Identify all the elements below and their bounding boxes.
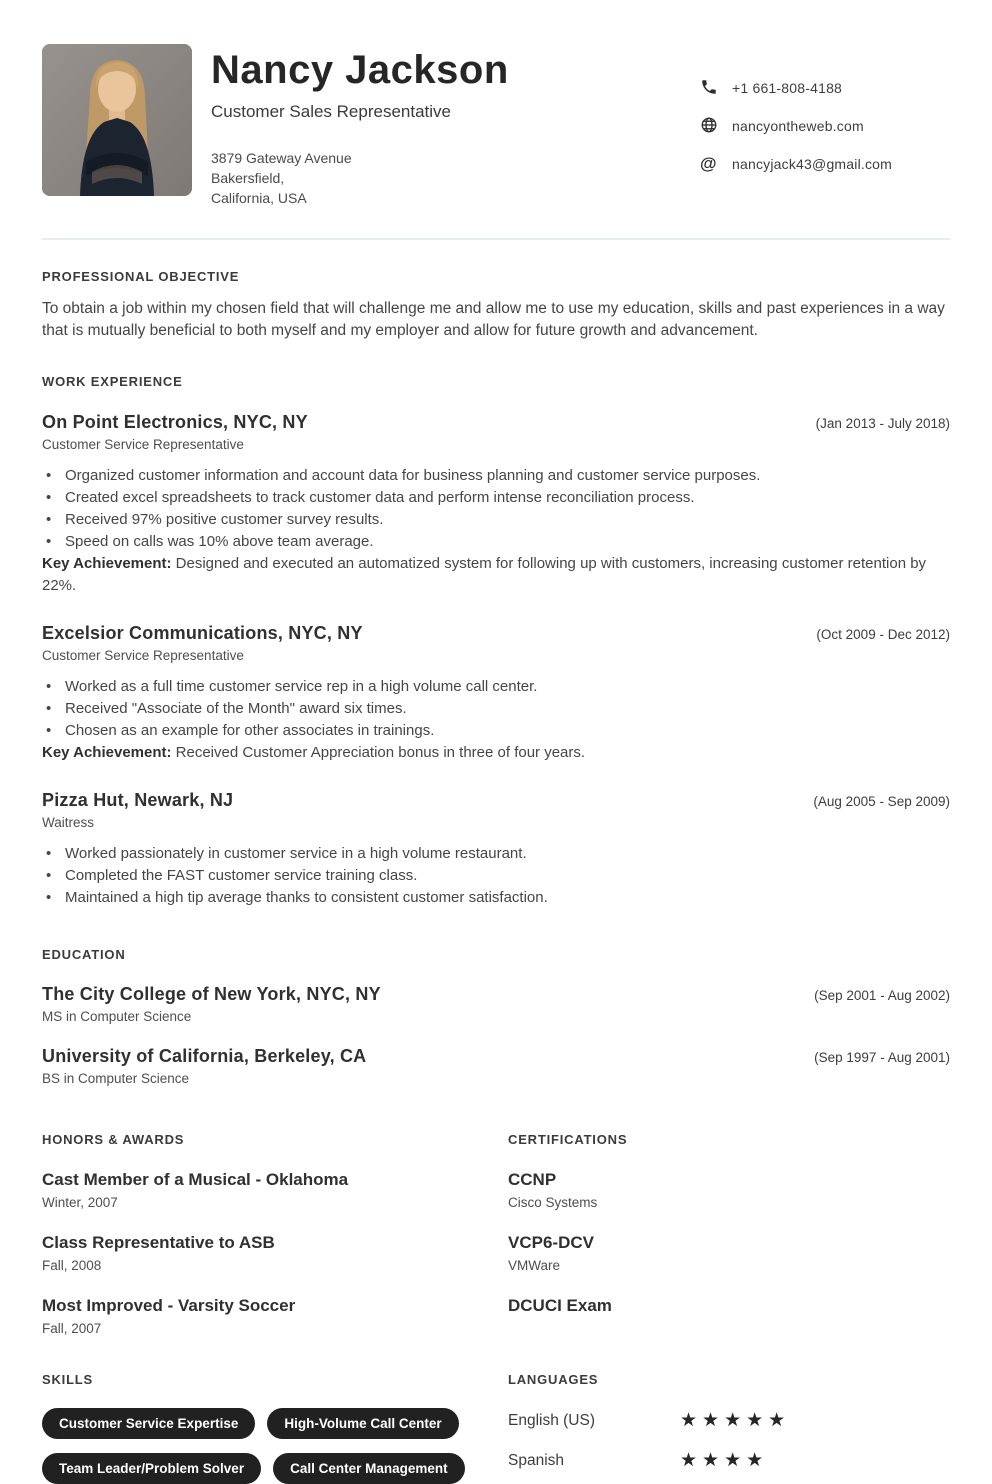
job-bullet: • Chosen as an example for other associates in trainings. [42, 720, 950, 742]
education-dates: (Sep 2001 - Aug 2002) [814, 988, 950, 1003]
skill-pills [42, 1408, 482, 1484]
address-line: California, USA [211, 190, 307, 206]
job-entry [42, 623, 950, 764]
job-header [42, 623, 950, 644]
globe-icon [700, 116, 720, 136]
objective-text: To obtain a job within my chosen field that will challenge me and allow me to use my education, skills and past experiences in a way that is mutually beneficial to both myself and my employer and allow for future growth and advancement. [42, 300, 945, 339]
job-role: Waitress [42, 815, 95, 830]
address-line: Bakersfield, [211, 170, 285, 186]
certification-entry [508, 1233, 950, 1273]
education-entry [42, 984, 950, 1024]
job-dates: (Jan 2013 - July 2018) [815, 416, 950, 431]
language-rating-stars: ★★★★ [680, 1450, 769, 1471]
job-entry [42, 412, 950, 597]
key-achievement-label: Key Achievement: [42, 555, 172, 572]
job-company: On Point Electronics, NYC, NY [42, 412, 308, 432]
section-heading-languages: LANGUAGES [508, 1372, 599, 1387]
certifications-column [508, 1132, 950, 1336]
honor-title: Most Improved - Varsity Soccer [42, 1296, 296, 1315]
job-role: Customer Service Representative [42, 437, 244, 452]
section-heading-certifications: CERTIFICATIONS [508, 1132, 628, 1147]
profile-photo-illustration [42, 44, 192, 196]
header-identity [192, 44, 700, 208]
at-icon: @ [700, 154, 717, 173]
job-bullet: • Organized customer information and account data for business planning and customer service purposes. [42, 465, 950, 487]
job-bullet: • Worked as a full time customer service rep in a high volume call center. [42, 676, 950, 698]
phone-number: +1 661-808-4188 [732, 80, 843, 96]
contact-block [700, 44, 950, 192]
certification-entry [508, 1296, 950, 1316]
job-dates: (Aug 2005 - Sep 2009) [813, 794, 950, 809]
honor-date: Winter, 2007 [42, 1195, 118, 1210]
job-entry [42, 790, 950, 909]
certification-issuer: Cisco Systems [508, 1195, 598, 1210]
job-bullet: • Received 97% positive customer survey results. [42, 509, 950, 531]
education-header [42, 1046, 950, 1067]
school-name: The City College of New York, NYC, NY [42, 984, 381, 1004]
section-heading-skills: SKILLS [42, 1372, 94, 1387]
header-divider [42, 238, 950, 240]
person-name: Nancy Jackson [211, 48, 509, 92]
job-header [42, 790, 950, 811]
job-bullet: • Speed on calls was 10% above team average. [42, 531, 950, 553]
job-key-achievement [42, 742, 950, 764]
language-name: English (US) [508, 1411, 595, 1429]
job-bullet: • Created excel spreadsheets to track customer data and perform intense reconciliation process. [42, 487, 950, 509]
honor-entry [42, 1233, 508, 1273]
certification-title: DCUCI Exam [508, 1296, 612, 1315]
degree: MS in Computer Science [42, 1009, 192, 1024]
job-bullet: • Received "Associate of the Month" award six times. [42, 698, 950, 720]
address-block [211, 148, 700, 208]
education-header [42, 984, 950, 1005]
section-heading-honors: HONORS & AWARDS [42, 1132, 185, 1147]
job-bullet: • Completed the FAST customer service training class. [42, 865, 950, 887]
education-entry [42, 1046, 950, 1086]
honor-date: Fall, 2008 [42, 1258, 102, 1273]
phone-icon [700, 78, 720, 98]
honor-title: Class Representative to ASB [42, 1233, 275, 1252]
job-bullet: • Maintained a high tip average thanks to consistent customer satisfaction. [42, 887, 950, 909]
website-url: nancyontheweb.com [732, 118, 864, 134]
skill-pill: Call Center Management [273, 1453, 465, 1484]
email-address: nancyjack43@gmail.com [732, 156, 893, 172]
job-bullet: • Worked passionately in customer service in a high volume restaurant. [42, 843, 950, 865]
section-heading-education: EDUCATION [42, 947, 126, 962]
job-key-achievement [42, 553, 950, 597]
skills-column [42, 1372, 508, 1484]
language-rating-stars: ★★★★★ [680, 1410, 791, 1431]
key-achievement-label: Key Achievement: [42, 744, 172, 761]
skills-languages-columns [42, 1372, 950, 1484]
certification-title: VCP6-DCV [508, 1233, 594, 1252]
skill-pill: Team Leader/Problem Solver [42, 1453, 261, 1484]
person-title: Customer Sales Representative [211, 102, 452, 121]
key-achievement-text: Received Customer Appreciation bonus in three of four years. [171, 744, 586, 761]
key-achievement-text: Designed and executed an automatized system for following up with customers, increasing customer retention by 22%. [42, 555, 927, 594]
language-row [508, 1449, 950, 1472]
language-name: Spanish [508, 1451, 565, 1469]
honor-entry [42, 1170, 508, 1210]
address-line: 3879 Gateway Avenue [211, 150, 352, 166]
language-row [508, 1409, 950, 1432]
job-bullets [42, 465, 950, 553]
job-header [42, 412, 950, 433]
skill-pill: High-Volume Call Center [267, 1408, 458, 1439]
profile-photo [42, 44, 192, 196]
honor-date: Fall, 2007 [42, 1321, 102, 1336]
job-company: Excelsior Communications, NYC, NY [42, 623, 363, 643]
job-bullets [42, 676, 950, 742]
languages-column [508, 1372, 950, 1484]
honors-column [42, 1132, 508, 1336]
job-company: Pizza Hut, Newark, NJ [42, 790, 234, 810]
honors-certifications-columns [42, 1132, 950, 1336]
school-name: University of California, Berkeley, CA [42, 1046, 367, 1066]
job-role: Customer Service Representative [42, 648, 244, 663]
job-dates: (Oct 2009 - Dec 2012) [816, 627, 950, 642]
contact-website [700, 116, 950, 136]
certification-issuer: VMWare [508, 1258, 561, 1273]
honor-entry [42, 1296, 508, 1336]
skill-pill: Customer Service Expertise [42, 1408, 255, 1439]
contact-email [700, 154, 950, 174]
contact-phone [700, 78, 950, 98]
section-heading-work: WORK EXPERIENCE [42, 374, 183, 389]
job-bullets [42, 843, 950, 909]
degree: BS in Computer Science [42, 1071, 190, 1086]
resume-header [42, 44, 950, 208]
honor-title: Cast Member of a Musical - Oklahoma [42, 1170, 349, 1189]
section-heading-objective: PROFESSIONAL OBJECTIVE [42, 269, 240, 284]
certification-title: CCNP [508, 1170, 557, 1189]
certification-entry [508, 1170, 950, 1210]
education-dates: (Sep 1997 - Aug 2001) [814, 1050, 950, 1065]
